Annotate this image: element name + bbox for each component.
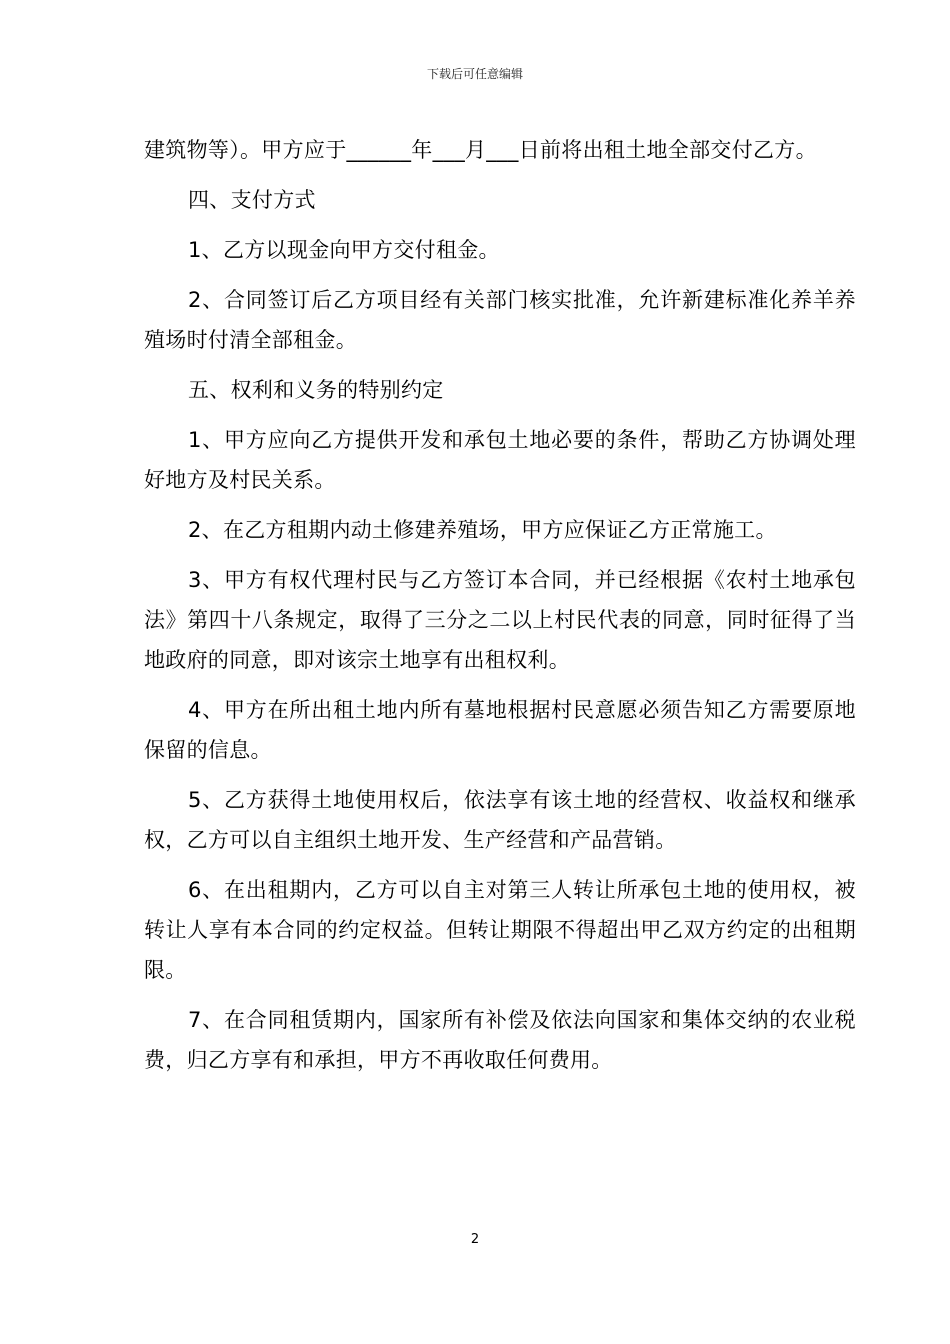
page-header: 下载后可任意编辑: [426, 67, 523, 81]
paragraph-payment-1: 1、乙方以现金向甲方交付租金。: [188, 238, 500, 262]
document-body: [144, 130, 856, 1090]
paragraph-rights-4: 4、甲方在所出租土地内所有墓地根据村民意愿必须告知乙方需要原地保留的信息。: [144, 698, 856, 762]
paragraph-rights-3: 3、甲方有权代理村民与乙方签订本合同，并已经根据《农村土地承包法》第四十八条规定，取得了三分之二以上村民代表的同意，同时征得了当地政府的同意，即对该宗土地享有出租权利。: [144, 568, 856, 672]
paragraph-continuation: 建筑物等）。甲方应于______年___月___日前将出租土地全部交付乙方。: [144, 138, 817, 162]
paragraph-rights-7: 7、在合同租赁期内，国家所有补偿及依法向国家和集体交纳的农业税费，归乙方享有和承担，甲方不再收取任何费用。: [144, 1008, 856, 1072]
paragraph-rights-2: 2、在乙方租期内动土修建养殖场，甲方应保证乙方正常施工。: [188, 518, 777, 542]
section-heading-payment: 四、支付方式: [188, 188, 316, 212]
paragraph-rights-6: 6、在出租期内，乙方可以自主对第三人转让所承包土地的使用权，被转让人享有本合同的约定权益。但转让期限不得超出甲乙双方约定的出租期限。: [144, 878, 856, 982]
paragraph-rights-5: 5、乙方获得土地使用权后，依法享有该土地的经营权、收益权和继承权，乙方可以自主组织土地开发、生产经营和产品营销。: [144, 788, 856, 852]
paragraph-rights-1: 1、甲方应向乙方提供开发和承包土地必要的条件，帮助乙方协调处理好地方及村民关系。: [144, 428, 856, 492]
paragraph-payment-2: 2、合同签订后乙方项目经有关部门核实批准，允许新建标准化养羊养殖场时付清全部租金。: [144, 288, 856, 352]
page-number: 2: [470, 1232, 480, 1247]
section-heading-rights: 五、权利和义务的特别约定: [188, 378, 444, 402]
